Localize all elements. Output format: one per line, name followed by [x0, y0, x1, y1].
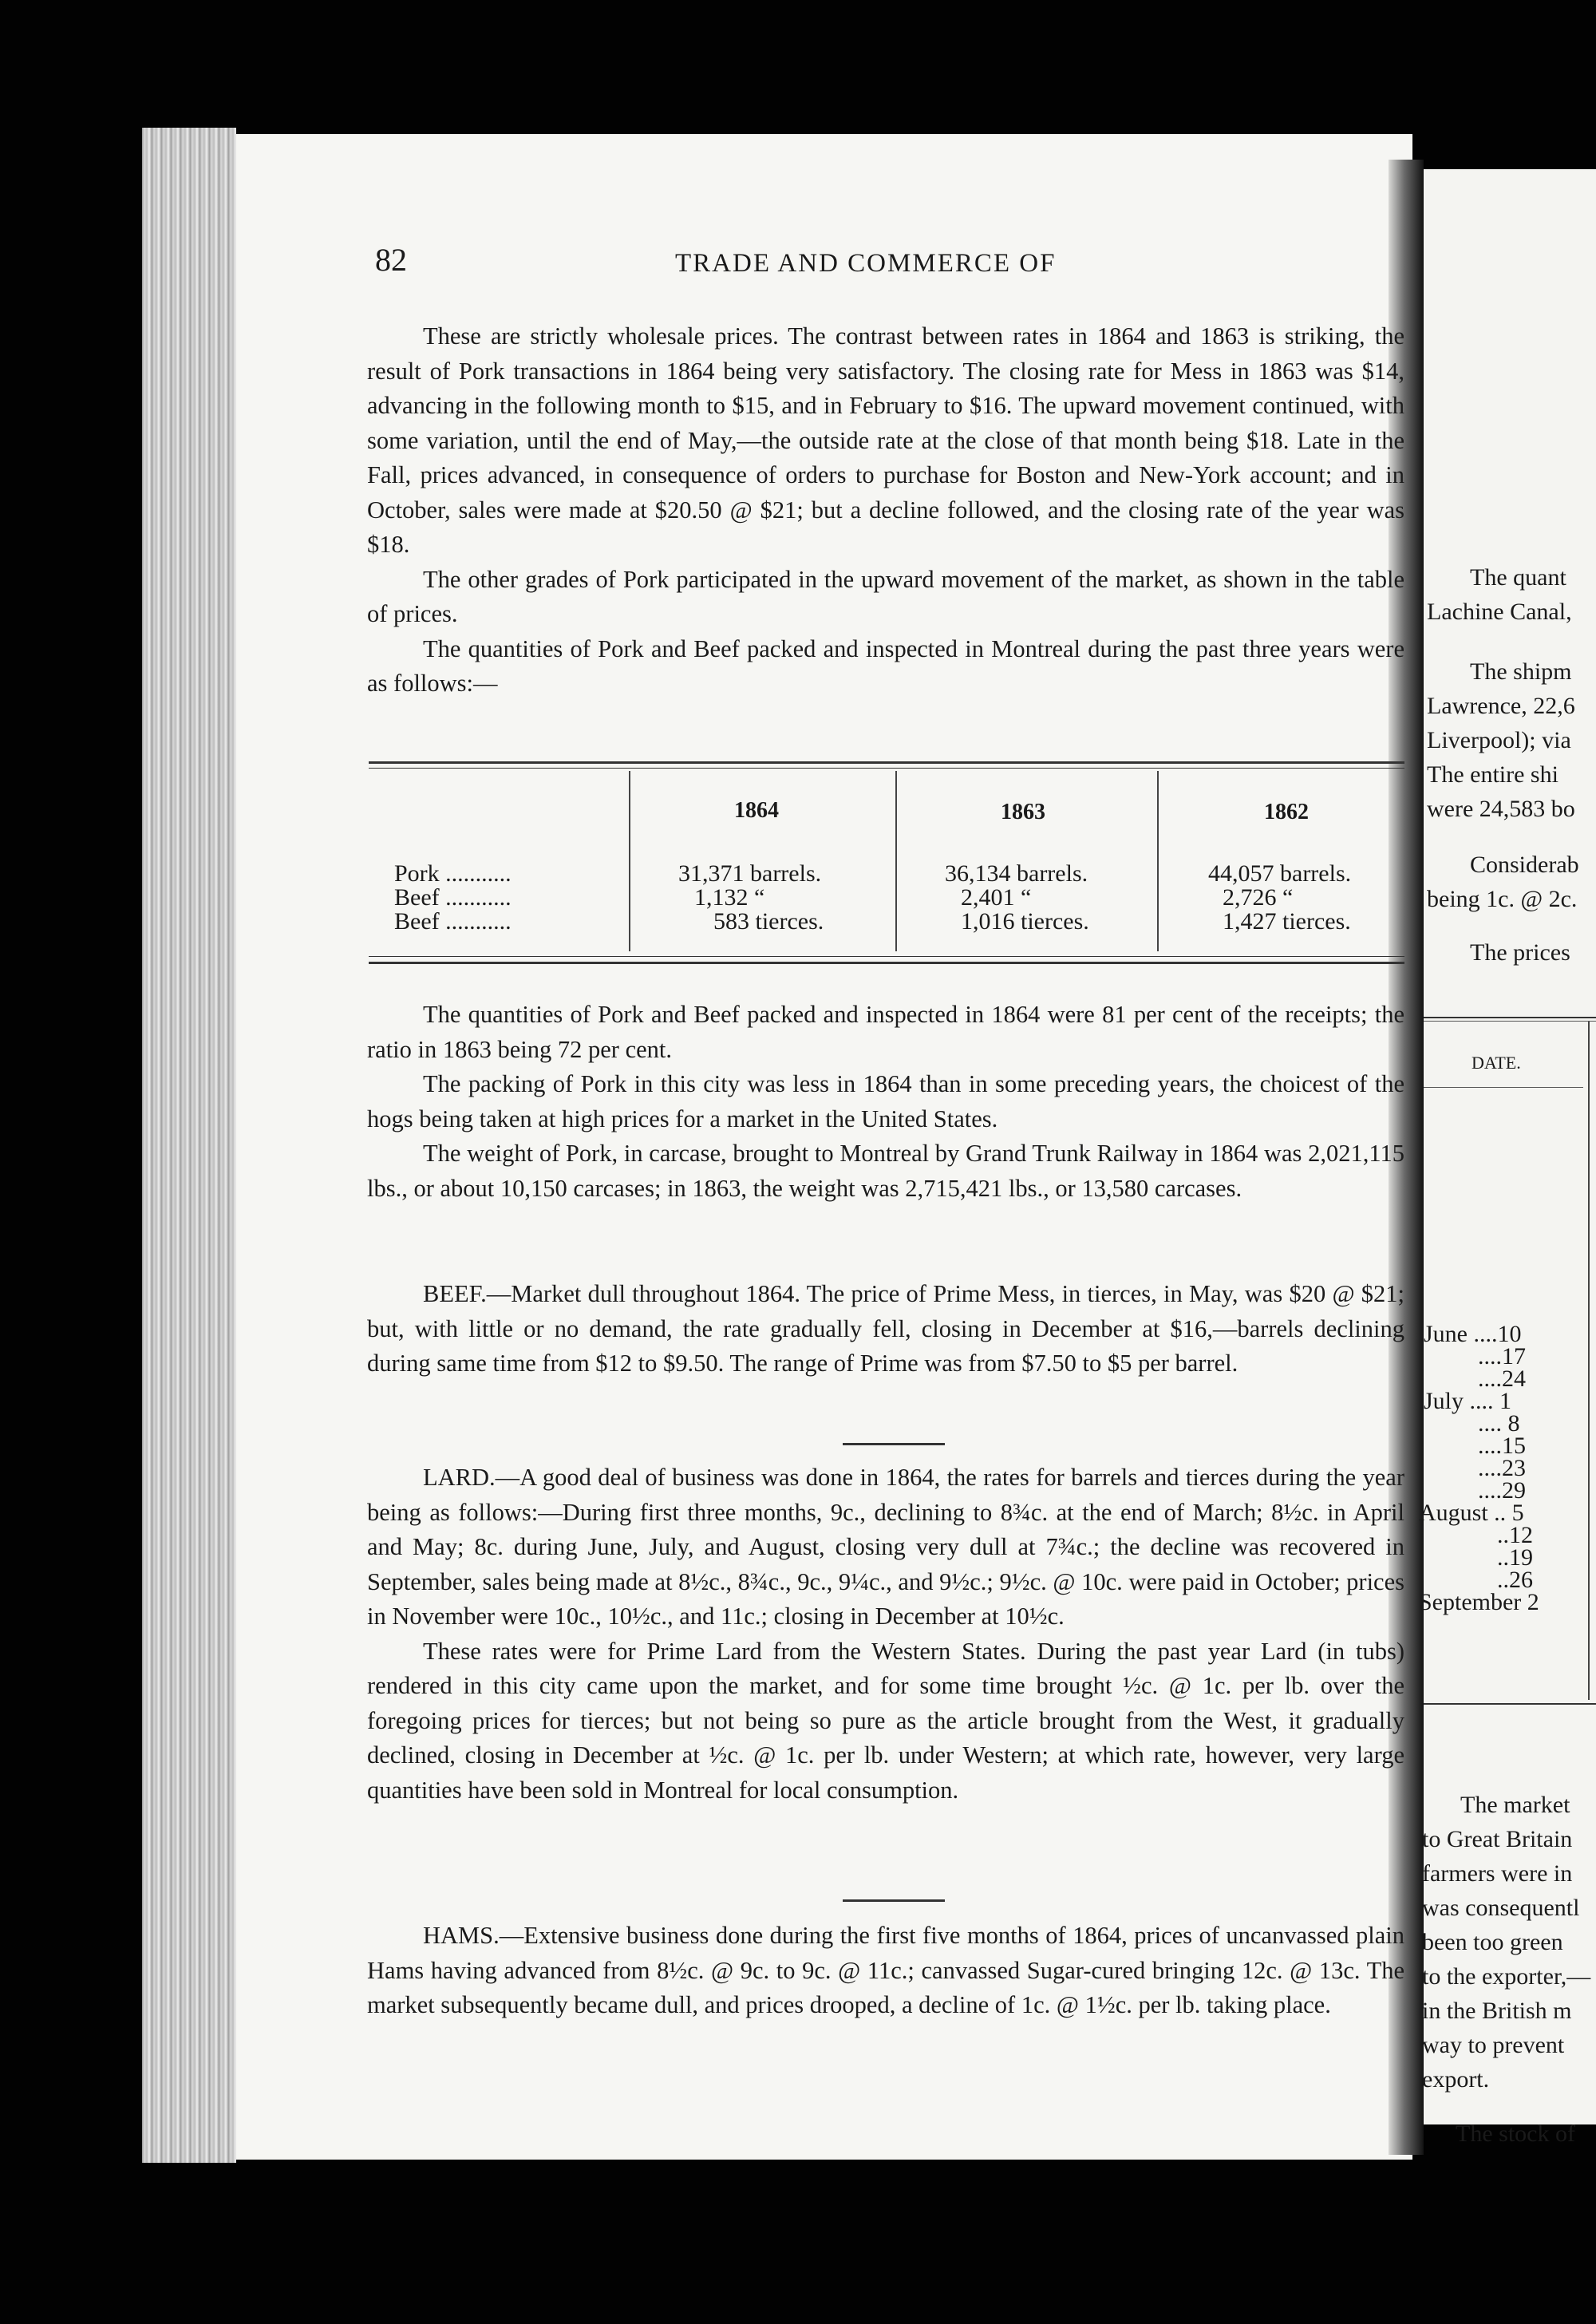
right-table-rule: [1424, 1703, 1596, 1705]
right-line: way to prevent: [1422, 2032, 1565, 2058]
right-line: were 24,583 bo: [1427, 796, 1575, 822]
row-label-beef: Beef ...........: [394, 908, 512, 935]
date-cell: ..19: [1497, 1544, 1533, 1571]
table-cell: 2,726 “: [1223, 884, 1294, 911]
right-line: The entire shi: [1427, 761, 1558, 788]
right-line: The stock of: [1456, 2120, 1575, 2147]
right-line: to Great Britain: [1422, 1826, 1573, 1852]
table-cell: 583 tierces.: [713, 908, 824, 935]
paragraph-other-grades: The other grades of Pork participated in the upward movement of the market, as shown in the table of prices.: [367, 565, 1404, 627]
hams-section: [367, 1919, 1404, 2023]
date-cell: August .. 5: [1419, 1500, 1524, 1526]
table-cell: 1,016 tierces.: [961, 908, 1089, 935]
right-line: in the British m: [1422, 1998, 1572, 2024]
right-line: been too green: [1422, 1929, 1563, 1955]
lard-section: [367, 1460, 1404, 1808]
right-table-rule: [1424, 1017, 1596, 1018]
table-bottom-rule: [369, 962, 1404, 964]
date-cell: ..12: [1497, 1522, 1533, 1548]
top-paragraphs: [367, 319, 1404, 702]
date-cell: ....29: [1478, 1477, 1526, 1504]
paragraph-packing: The packing of Pork in this city was less in 1864 than in some preceding years, the choicest of the hogs being taken at high prices for a market in the United States.: [367, 1070, 1404, 1132]
paragraph-ratio: The quantities of Pork and Beef packed and inspected in 1864 were 81 per cent of the receipts; the ratio in 1863 being 72 per cent.: [367, 1001, 1404, 1063]
date-cell: July .... 1: [1424, 1388, 1512, 1414]
table-divider: [1157, 771, 1159, 951]
right-line: The quant: [1470, 564, 1566, 591]
date-cell: June ....10: [1424, 1321, 1522, 1347]
right-line: farmers were in: [1422, 1860, 1573, 1887]
date-cell: ..26: [1497, 1567, 1533, 1593]
right-line: being 1c. @ 2c.: [1427, 886, 1578, 912]
right-line: The shipm: [1470, 658, 1572, 685]
table-cell: 1,132 “: [694, 884, 765, 911]
row-label-beef: Beef ...........: [394, 884, 512, 911]
table-divider: [629, 771, 630, 951]
year-header-1863: 1863: [1001, 800, 1045, 824]
date-cell: ....23: [1478, 1455, 1526, 1481]
middle-paragraphs: [367, 998, 1404, 1206]
table-cell: 44,057 barrels.: [1208, 860, 1352, 887]
table-divider: [895, 771, 897, 951]
row-label-pork: Pork ...........: [394, 860, 512, 887]
section-divider: [843, 1899, 945, 1902]
right-page: [1419, 169, 1596, 2147]
table-bottom-rule: [369, 956, 1404, 957]
date-cell: ....17: [1478, 1343, 1526, 1370]
right-line: Lachine Canal,: [1427, 599, 1572, 625]
page-number: 82: [375, 242, 407, 278]
paragraph-hams: HAMS.—Extensive business done during the first five months of 1864, prices of uncanvassed plain Hams having advanced from 8½c. @ 9c. to 9c. @ 11c.; canvassed Sugar-cured bringing 12c. @ 13c. The market subsequently became dull, and prices drooped, a decline of 1c. @ 1½c. per lb. taking place.: [367, 1922, 1404, 2018]
table-top-rule: [369, 761, 1404, 764]
beef-section: [367, 1277, 1404, 1381]
right-table-divider: [1588, 1022, 1590, 1700]
right-header-rule: [1424, 1087, 1583, 1088]
paragraph-pork-prices: These are strictly wholesale prices. The contrast between rates in 1864 and 1863 is striking, the result of Pork transactions in 1864 being very satisfactory. The closing rate for Mess in 1863 was $14, advancing in the following month to $15, and in February to $16. The upward movement continued, with some variation, until the end of May,—the outside rate at the close of that month being $18. Late in the Fall, prices advanced, in consequence of orders to purchase for Boston and New-York account; and in October, sales were made at $20.50 @ $21; but a decline followed, and the closing rate of the year was $18.: [367, 322, 1404, 558]
paragraph-beef: BEEF.—Market dull throughout 1864. The price of Prime Mess, in tierces, in May, was $20 @ $21; but, with little or no demand, the rate gradually fell, closing in December at $16,—barrels declining during same time from $12 to $9.50. The range of Prime was from $7.50 to $5 per barrel.: [367, 1280, 1404, 1377]
right-line: Liverpool); via: [1427, 727, 1571, 753]
section-divider: [843, 1443, 945, 1445]
paragraph-lard-tubs: These rates were for Prime Lard from the Western States. During the past year Lard (in tubs) rendered in this city came upon the market, and for some time brought ½c. @ 1c. per lb. over the foregoing prices for tierces; but not being so pure as the article brought from the West, it gradually declined, closing in December at ½c. @ 1c. per lb. under Western; at which rate, however, very large quantities have been sold in Montreal for local consumption.: [367, 1637, 1404, 1804]
book-page-edges: [142, 128, 236, 2163]
table-cell: 36,134 barrels.: [945, 860, 1088, 887]
date-cell: .... 8: [1478, 1410, 1520, 1437]
table-cell: 2,401 “: [961, 884, 1032, 911]
paragraph-lard: LARD.—A good deal of business was done in 1864, the rates for barrels and tierces during the year being as follows:—During first three months, 9c., declining to 8¾c. at the end of March; 8½c. in April and May; 8c. during June, July, and August, closing very dull at 7¾c.; the decline was recovered in September, sales being made at 8½c., 8¾c., 9c., 9¼c., and 9½c.; 9½c. @ 10c. were paid in October; prices in November were 10c., 10½c., and 11c.; closing in December at 10½c.: [367, 1464, 1404, 1630]
table-cell: 1,427 tierces.: [1223, 908, 1351, 935]
date-cell: ....15: [1478, 1433, 1526, 1459]
paragraph-quantities-intro: The quantities of Pork and Beef packed and inspected in Montreal during the past three years were as follows:—: [367, 634, 1404, 697]
date-header: DATE.: [1472, 1053, 1521, 1073]
right-line: The market: [1460, 1792, 1570, 1818]
right-line: was consequentl: [1422, 1895, 1580, 1921]
right-line: The prices: [1470, 939, 1570, 966]
date-cell: September 2: [1419, 1589, 1539, 1615]
year-header-1864: 1864: [734, 798, 779, 823]
right-table-rule: [1424, 1021, 1596, 1022]
table-cell: 31,371 barrels.: [678, 860, 822, 887]
paragraph-weight: The weight of Pork, in carcase, brought to Montreal by Grand Trunk Railway in 1864 was 2,021,115 lbs., or about 10,150 carcases; in 1863, the weight was 2,715,421 lbs., or 13,580 carcases.: [367, 1140, 1404, 1202]
right-line: export.: [1422, 2066, 1490, 2093]
right-line: to the exporter,—: [1422, 1963, 1591, 1990]
right-line: Considerab: [1470, 852, 1579, 878]
page-title: TRADE AND COMMERCE OF: [675, 249, 1057, 278]
table-top-rule: [369, 768, 1404, 769]
right-line: Lawrence, 22,6: [1427, 693, 1575, 719]
year-header-1862: 1862: [1264, 800, 1309, 824]
date-cell: ....24: [1478, 1366, 1526, 1392]
